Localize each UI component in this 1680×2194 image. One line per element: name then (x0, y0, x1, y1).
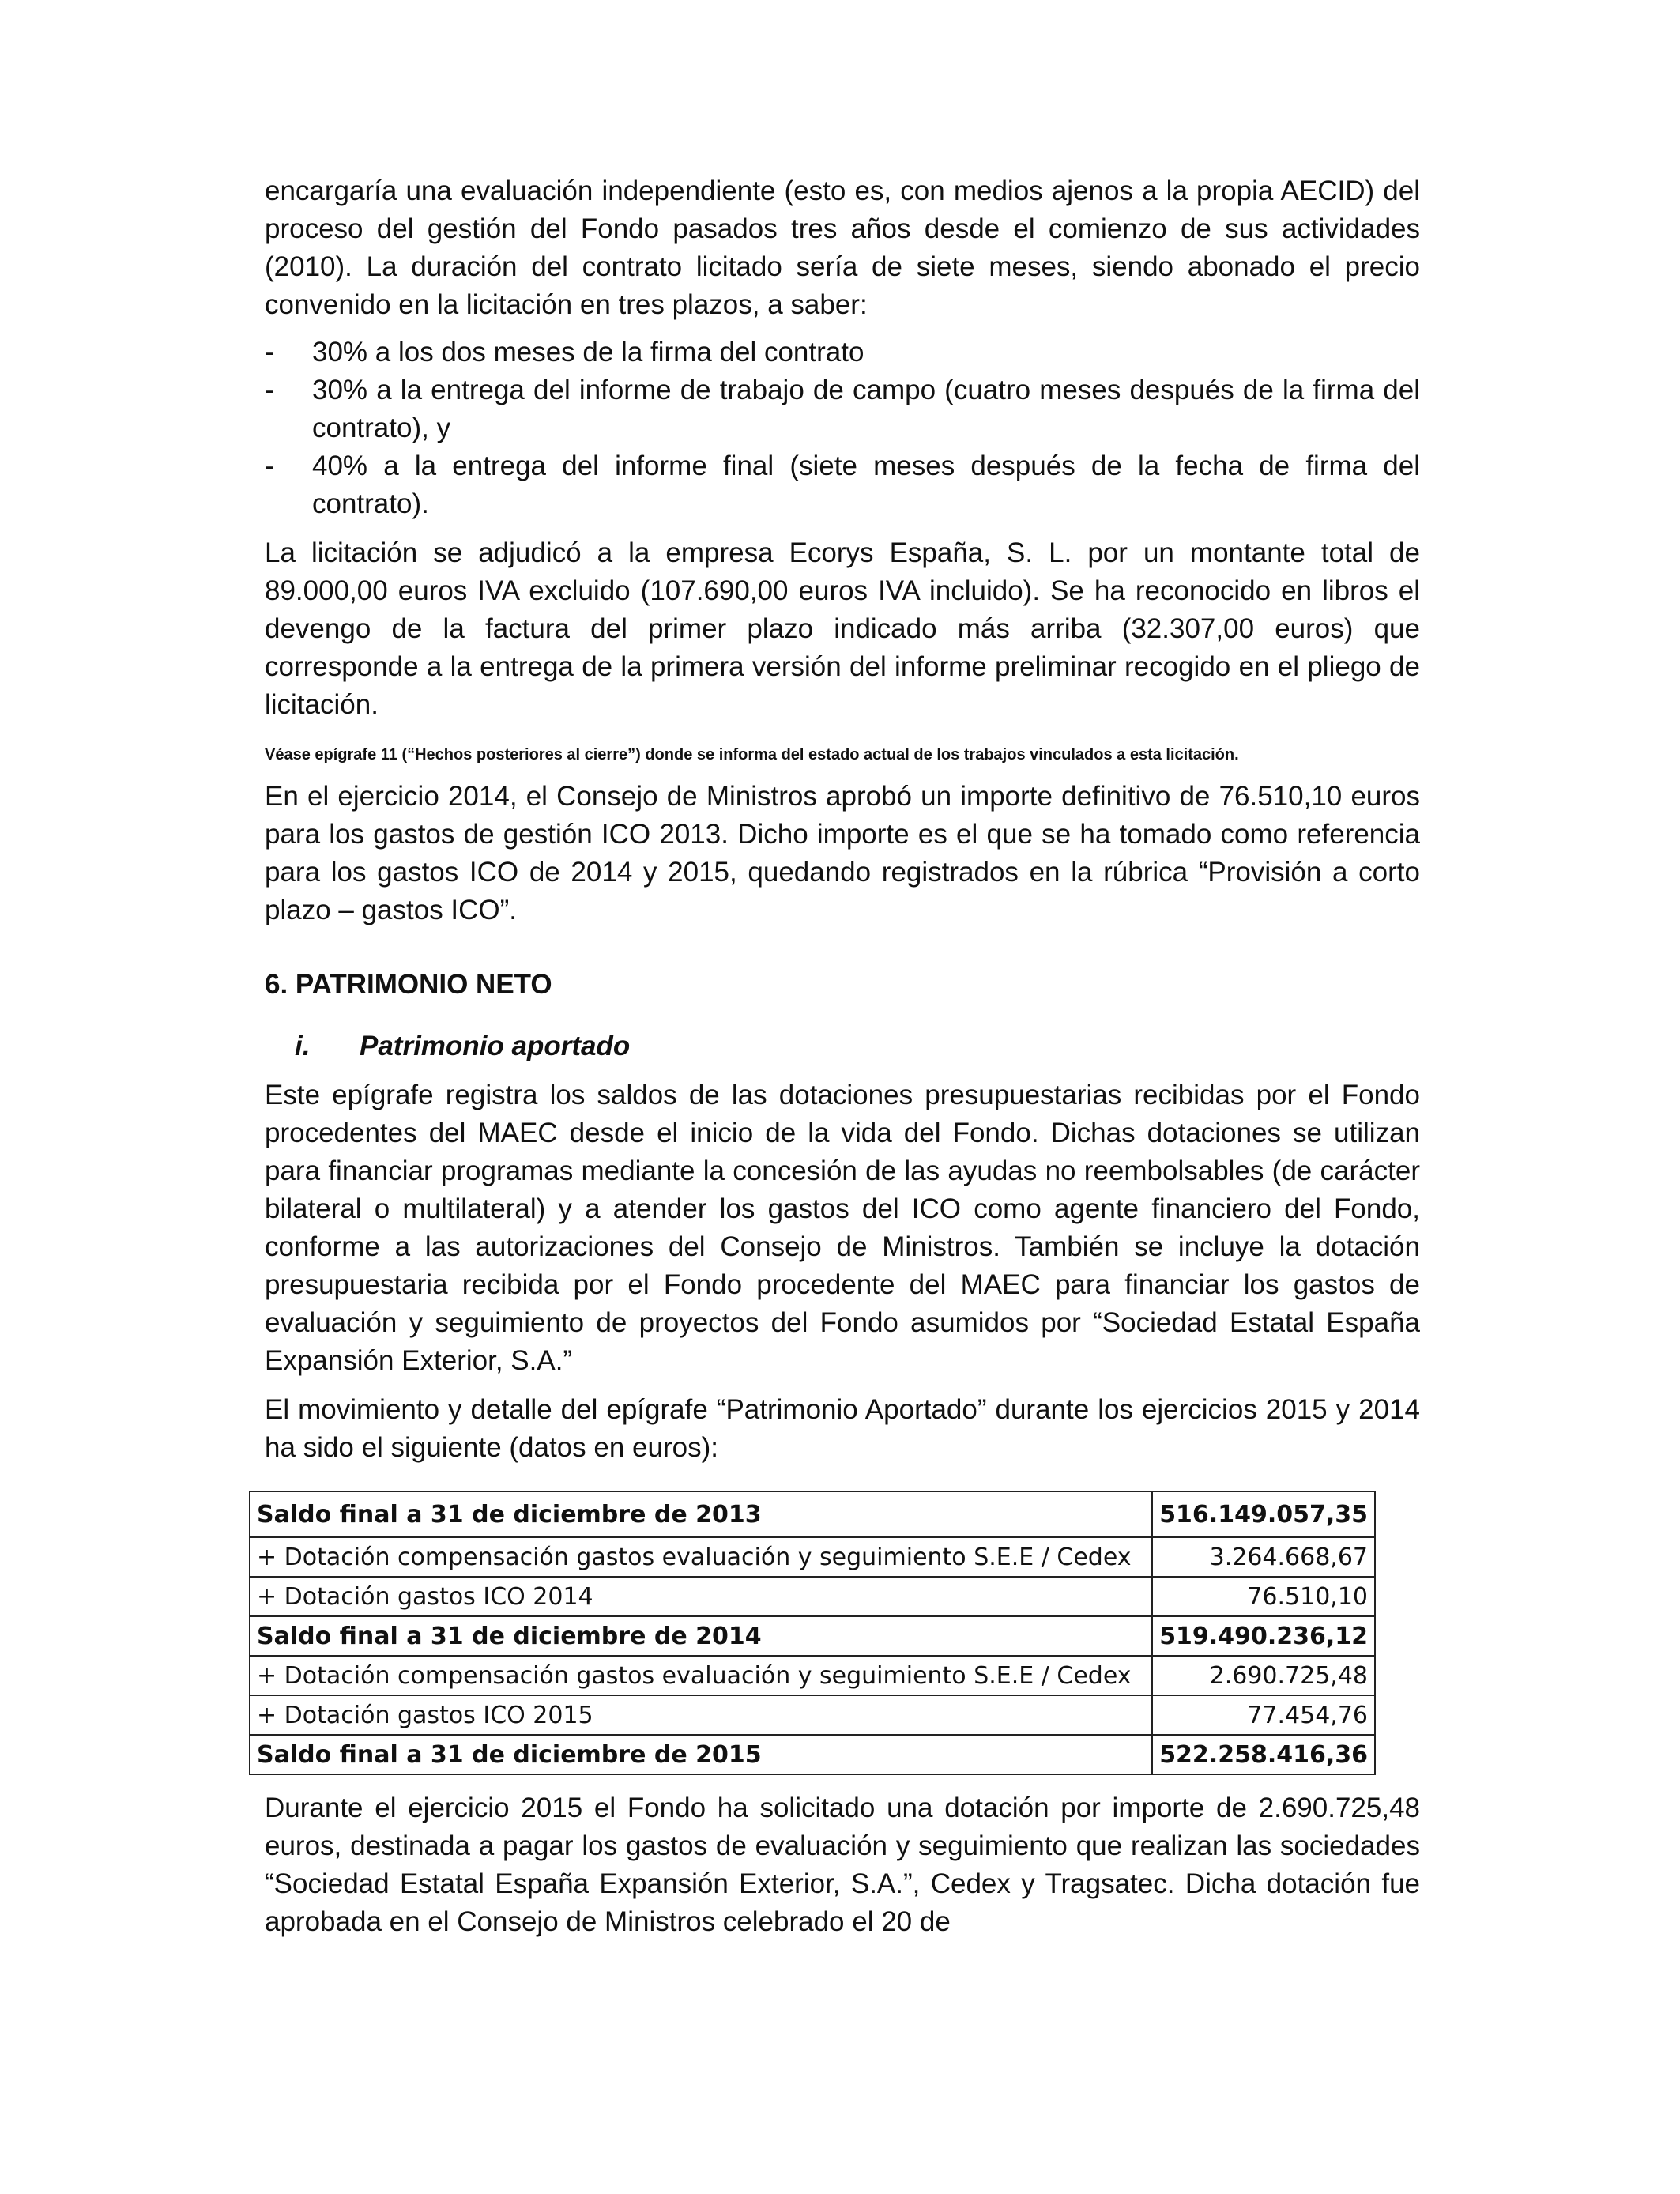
paragraph-evaluation-contract: encargaría una evaluación independiente (esto es, con medios ajenos a la propia AECID) del proceso del gestión del Fondo pasados tres años desde el comienzo de sus actividades (2010). La duración del contrato licitado sería de siete meses, siendo abonado el precio convenido en la licitación en tres plazos, a saber: (265, 175, 1420, 320)
subsection-heading (265, 1027, 1420, 1065)
payment-schedule-list (265, 334, 1420, 523)
row-amount: 516.149.057,35 (1152, 1491, 1375, 1537)
list-item: - 30% a la entrega del informe de trabajo de campo (cuatro meses después de la firma del contrato), y (265, 375, 1420, 443)
row-label: Saldo final a 31 de diciembre de 2013 (250, 1491, 1152, 1537)
section-heading: 6. PATRIMONIO NETO (265, 969, 552, 1000)
subsection-number: i. (295, 1031, 311, 1061)
paragraph-ico-expenses: En el ejercicio 2014, el Consejo de Ministros aprobó un importe definitivo de 76.510,10 euros para los gastos de gestión ICO 2013. Dicho importe es el que se ha tomado como referencia para los gastos ICO de 2014 y 2015, quedando registrados en la rúbrica “Provisión a corto plazo – gastos ICO”. (265, 781, 1420, 925)
document-page (257, 172, 1420, 1941)
row-amount: 3.264.668,67 (1152, 1537, 1375, 1577)
list-item: - 30% a los dos meses de la firma del contrato (265, 337, 864, 368)
paragraph-table-intro: El movimiento y detalle del epígrafe “Patrimonio Aportado” durante los ejercicios 2015 y 2014 ha sido el siguiente (datos en euros): (265, 1394, 1420, 1463)
table-row (250, 1735, 1375, 1774)
table-row (250, 1537, 1375, 1577)
paragraph-award: La licitación se adjudicó a la empresa Ecorys España, S. L. por un montante total de 89.000,00 euros IVA excluido (107.690,00 euros IVA incluido). Se ha reconocido en libros el devengo de la factura del primer plazo indicado más arriba (32.307,00 euros) que corresponde a la entrega de la primera versión del informe preliminar recogido en el pliego de licitación. (265, 537, 1420, 720)
list-item: - 40% a la entrega del informe final (siete meses después de la fecha de firma del contrato). (265, 450, 1420, 519)
table-row (250, 1695, 1375, 1735)
row-amount: 77.454,76 (1152, 1695, 1375, 1735)
row-amount: 2.690.725,48 (1152, 1656, 1375, 1695)
table-row (250, 1616, 1375, 1656)
paragraph-patrimonio-description: Este epígrafe registra los saldos de las dotaciones presupuestarias recibidas por el Fondo procedentes del MAEC desde el inicio de la vida del Fondo. Dichas dotaciones se utilizan para financiar programas mediante la concesión de las ayudas no reembolsables (de carácter bilateral o multilateral) y a atender los gastos del ICO como agente financiero del Fondo, conforme a las autorizaciones del Consejo de Ministros. También se incluye la dotación presupuestaria recibida por el Fondo procedente del MAEC para financiar los gastos de evaluación y seguimiento de proyectos del Fondo asumidos por “Sociedad Estatal España Expansión Exterior, S.A.” (265, 1080, 1420, 1376)
row-label: + Dotación gastos ICO 2015 (250, 1695, 1152, 1735)
row-label: Saldo final a 31 de diciembre de 2014 (250, 1616, 1152, 1656)
table-row (250, 1577, 1375, 1616)
row-label: Saldo final a 31 de diciembre de 2015 (250, 1735, 1152, 1774)
row-label: + Dotación gastos ICO 2014 (250, 1577, 1152, 1616)
row-label: + Dotación compensación gastos evaluación y seguimiento S.E.E / Cedex (250, 1656, 1152, 1695)
table-row (250, 1491, 1375, 1537)
subsection-title: Patrimonio aportado (360, 1031, 631, 1061)
row-label: + Dotación compensación gastos evaluación y seguimiento S.E.E / Cedex (250, 1537, 1152, 1577)
table-row (250, 1656, 1375, 1695)
footnote-see-section-11: Véase epígrafe 11 (“Hechos posteriores al cierre”) donde se informa del estado actual de los trabajos vinculados a esta licitación. (265, 746, 1239, 763)
patrimonio-table (249, 1491, 1376, 1775)
row-amount: 76.510,10 (1152, 1577, 1375, 1616)
row-amount: 522.258.416,36 (1152, 1735, 1375, 1774)
row-amount: 519.490.236,12 (1152, 1616, 1375, 1656)
paragraph-2015-dotation: Durante el ejercicio 2015 el Fondo ha solicitado una dotación por importe de 2.690.725,48 euros, destinada a pagar los gastos de evaluación y seguimiento que realizan las sociedades “Sociedad Estatal España Expansión Exterior, S.A.”, Cedex y Tragsatec. Dicha dotación fue aprobada en el Consejo de Ministros celebrado el 20 de (265, 1793, 1420, 1937)
